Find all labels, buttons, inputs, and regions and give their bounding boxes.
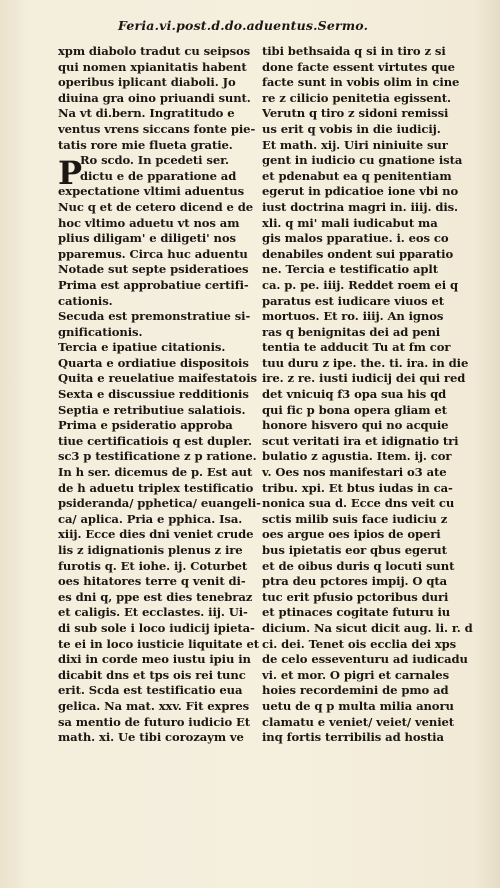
left-column-line: Secuda est premonstratiue si- xyxy=(58,309,251,324)
right-column-line: ptra deu pctores impij. O qta xyxy=(262,574,448,589)
left-column xyxy=(58,44,264,746)
right-column-line: tribu. xpi. Et btus iudas in ca- xyxy=(262,480,453,495)
left-column-line: tatis rore mie flueta gratie. xyxy=(58,137,233,152)
right-column-line: oes argue oes ipios de operi xyxy=(262,527,441,542)
right-column-line: mortuos. Et ro. iiij. An ignos xyxy=(262,309,444,324)
right-column-line: et pdenabut ea q penitentiam xyxy=(262,168,452,183)
right-column-line: et de oibus duris q locuti sunt xyxy=(262,558,455,573)
right-column-line: clamatu e veniet/ veiet/ veniet xyxy=(262,714,455,729)
left-column-line: Septia e retributiue salatiois. xyxy=(58,402,246,417)
drop-cap: P xyxy=(58,154,83,192)
right-column-line: honore hisvero qui no acquie xyxy=(262,418,449,433)
right-column-line: bus ipietatis eor qbus egerut xyxy=(262,543,447,557)
left-column-line: psideranda/ pphetica/ euangeli- xyxy=(58,496,261,511)
right-column-line: gis malos pparatiue. i. eos co xyxy=(262,231,449,246)
left-column-line: Prima e psideratio approba xyxy=(58,418,233,433)
right-column-line: de celo esseventuru ad iudicadu xyxy=(262,652,468,667)
left-column-line: de h aduetu triplex testificatio xyxy=(58,480,254,495)
right-column-line: facte sunt in vobis olim in cine xyxy=(262,75,460,90)
left-column-line: plius diligam' e diligeti' nos xyxy=(58,231,236,246)
left-column-line: Na vt di.bern. Ingratitudo e xyxy=(58,106,235,121)
left-column-line: diuina gra oino priuandi sunt. xyxy=(58,90,251,105)
right-column-line: ras q benignitas dei ad peni xyxy=(262,324,441,339)
left-column-line: gelica. Na mat. xxv. Fit expres xyxy=(58,698,250,713)
left-column-line: dixi in corde meo iustu ipiu in xyxy=(58,652,251,667)
left-column-line: Sexta e discussiue redditionis xyxy=(58,387,249,402)
left-column-line: gnificationis. xyxy=(58,324,143,339)
right-column-line: bulatio z agustia. Item. ij. cor xyxy=(262,449,452,464)
right-column xyxy=(262,44,484,746)
left-column-line: xiij. Ecce dies dni veniet crude xyxy=(58,527,254,542)
right-column-line: qui fic p bona opera gliam et xyxy=(262,402,447,417)
right-column-line: sctis milib suis face iudiciu z xyxy=(262,511,448,526)
right-column-line: v. Oes nos manifestari o3 ate xyxy=(262,465,447,480)
right-column-line: scut veritati ira et idignatio tri xyxy=(262,433,459,448)
left-column-line: tiue certificatiois q est dupler. xyxy=(58,433,252,448)
right-column-line: done facte essent virtutes que xyxy=(262,59,455,74)
left-column-line: et caligis. Et ecclastes. iij. Ui- xyxy=(58,605,248,620)
left-column-line: Notade sut septe psideratioes xyxy=(58,262,249,277)
right-column-line: us erit q vobis in die iudicij. xyxy=(262,121,441,136)
right-column-line: tuu duru z ipe. the. ti. ira. in die xyxy=(262,355,469,370)
left-column-line: hoc vltimo aduetu vt nos am xyxy=(58,215,240,230)
left-column-line: cationis. xyxy=(58,293,113,308)
left-column-line: dictu e de pparatione ad xyxy=(80,168,237,183)
right-column-line: iust doctrina magri in. iiij. dis. xyxy=(262,199,458,214)
right-column-line: Et math. xij. Uiri niniuite sur xyxy=(262,137,448,152)
left-column-line: math. xi. Ue tibi corozaym ve xyxy=(58,730,244,745)
right-column-line: gent in iudicio cu gnatione ista xyxy=(262,153,463,168)
right-column-line: dicium. Na sicut dicit aug. li. r. d xyxy=(262,620,473,635)
left-column-line: Nuc q et de cetero dicend e de xyxy=(58,199,254,214)
left-column-line: furotis q. Et iohe. ij. Coturbet xyxy=(58,558,248,573)
left-column-line: erit. Scda est testificatio eua xyxy=(58,683,243,698)
right-column-line: vi. et mor. O pigri et carnales xyxy=(262,667,449,682)
left-column-line: Quita e reuelatiue maifestatois xyxy=(58,371,257,386)
left-column-line: Prima est approbatiue certifi- xyxy=(58,277,249,292)
right-column-line: uetu de q p multa milia anoru xyxy=(262,698,454,713)
left-column-line: expectatione vltimi aduentus xyxy=(58,184,245,199)
left-column-line: In h ser. dicemus de p. Est aut xyxy=(58,465,253,480)
left-column-line: di sub sole i loco iudicij ipieta- xyxy=(58,620,255,635)
right-column-line: re z cilicio penitetia egissent. xyxy=(262,90,451,105)
left-column-line: Quarta e ordiatiue dispositois xyxy=(58,355,249,370)
left-column-line: qui nomen xpianitatis habent xyxy=(58,59,247,74)
right-column-line: ire. z re. iusti iudicij dei qui red xyxy=(262,371,466,386)
right-column-line: ca. p. pe. iiij. Reddet roem ei q xyxy=(262,277,458,292)
left-column-line: ventus vrens siccans fonte pie- xyxy=(58,121,256,136)
left-column-line: pparemus. Circa huc aduentu xyxy=(58,246,248,261)
left-column-line: dicabit dns et tps ois rei tunc xyxy=(58,667,246,682)
right-column-line: denabiles ondent sui pparatio xyxy=(262,246,454,261)
right-column-line: tentia te adducit Tu at fm cor xyxy=(262,340,451,355)
left-column-line: Ro scdo. In pcedeti ser. xyxy=(80,153,229,168)
left-column-line: Tercia e ipatiue citationis. xyxy=(58,340,226,355)
left-column-line: oes hitatores terre q venit di- xyxy=(58,574,246,589)
left-column-line: sa mentio de futuro iudicio Et xyxy=(58,714,251,729)
right-column-line: paratus est iudicare viuos et xyxy=(262,293,445,308)
right-column-line: det vnicuiq f3 opa sua his qd xyxy=(262,387,447,402)
right-column-line: xli. q mi' mali iudicabut ma xyxy=(262,215,438,230)
right-column-line: egerut in pdicatioe ione vbi no xyxy=(262,184,459,199)
left-column-line: operibus iplicant diaboli. Jo xyxy=(58,75,236,90)
left-column-line: es dni q, ppe est dies tenebraz xyxy=(58,589,253,604)
right-column-line: tibi bethsaida q si in tiro z si xyxy=(262,44,446,58)
left-column-line: te ei in loco iusticie liquitate et xyxy=(58,636,260,651)
left-column-line: lis z idignationis plenus z ire xyxy=(58,543,243,557)
right-column-line: nonica sua d. Ecce dns veit cu xyxy=(262,496,455,511)
running-head: Feria.vi.post.d.do.aduentus.Sermo. xyxy=(118,18,369,33)
right-column-line: Verutn q tiro z sidoni remissi xyxy=(262,106,449,121)
left-column-line: ca/ aplica. Pria e pphica. Isa. xyxy=(58,511,243,526)
right-column-line: tuc erit pfusio pctoribus duri xyxy=(262,589,449,604)
right-column-line: ne. Tercia e testificatio aplt xyxy=(262,262,438,277)
left-column-line: xpm diabolo tradut cu seipsos xyxy=(58,44,251,58)
right-column-line: hoies recordemini de pmo ad xyxy=(262,683,449,698)
right-column-line: et ptinaces cogitate futuru iu xyxy=(262,605,451,620)
left-column-line: sc3 p testificatione z p ratione. xyxy=(58,449,257,464)
right-column-line: ci. dei. Tenet ois ecclia dei xps xyxy=(262,636,457,651)
right-column-line: inq fortis terribilis ad hostia xyxy=(262,730,444,745)
